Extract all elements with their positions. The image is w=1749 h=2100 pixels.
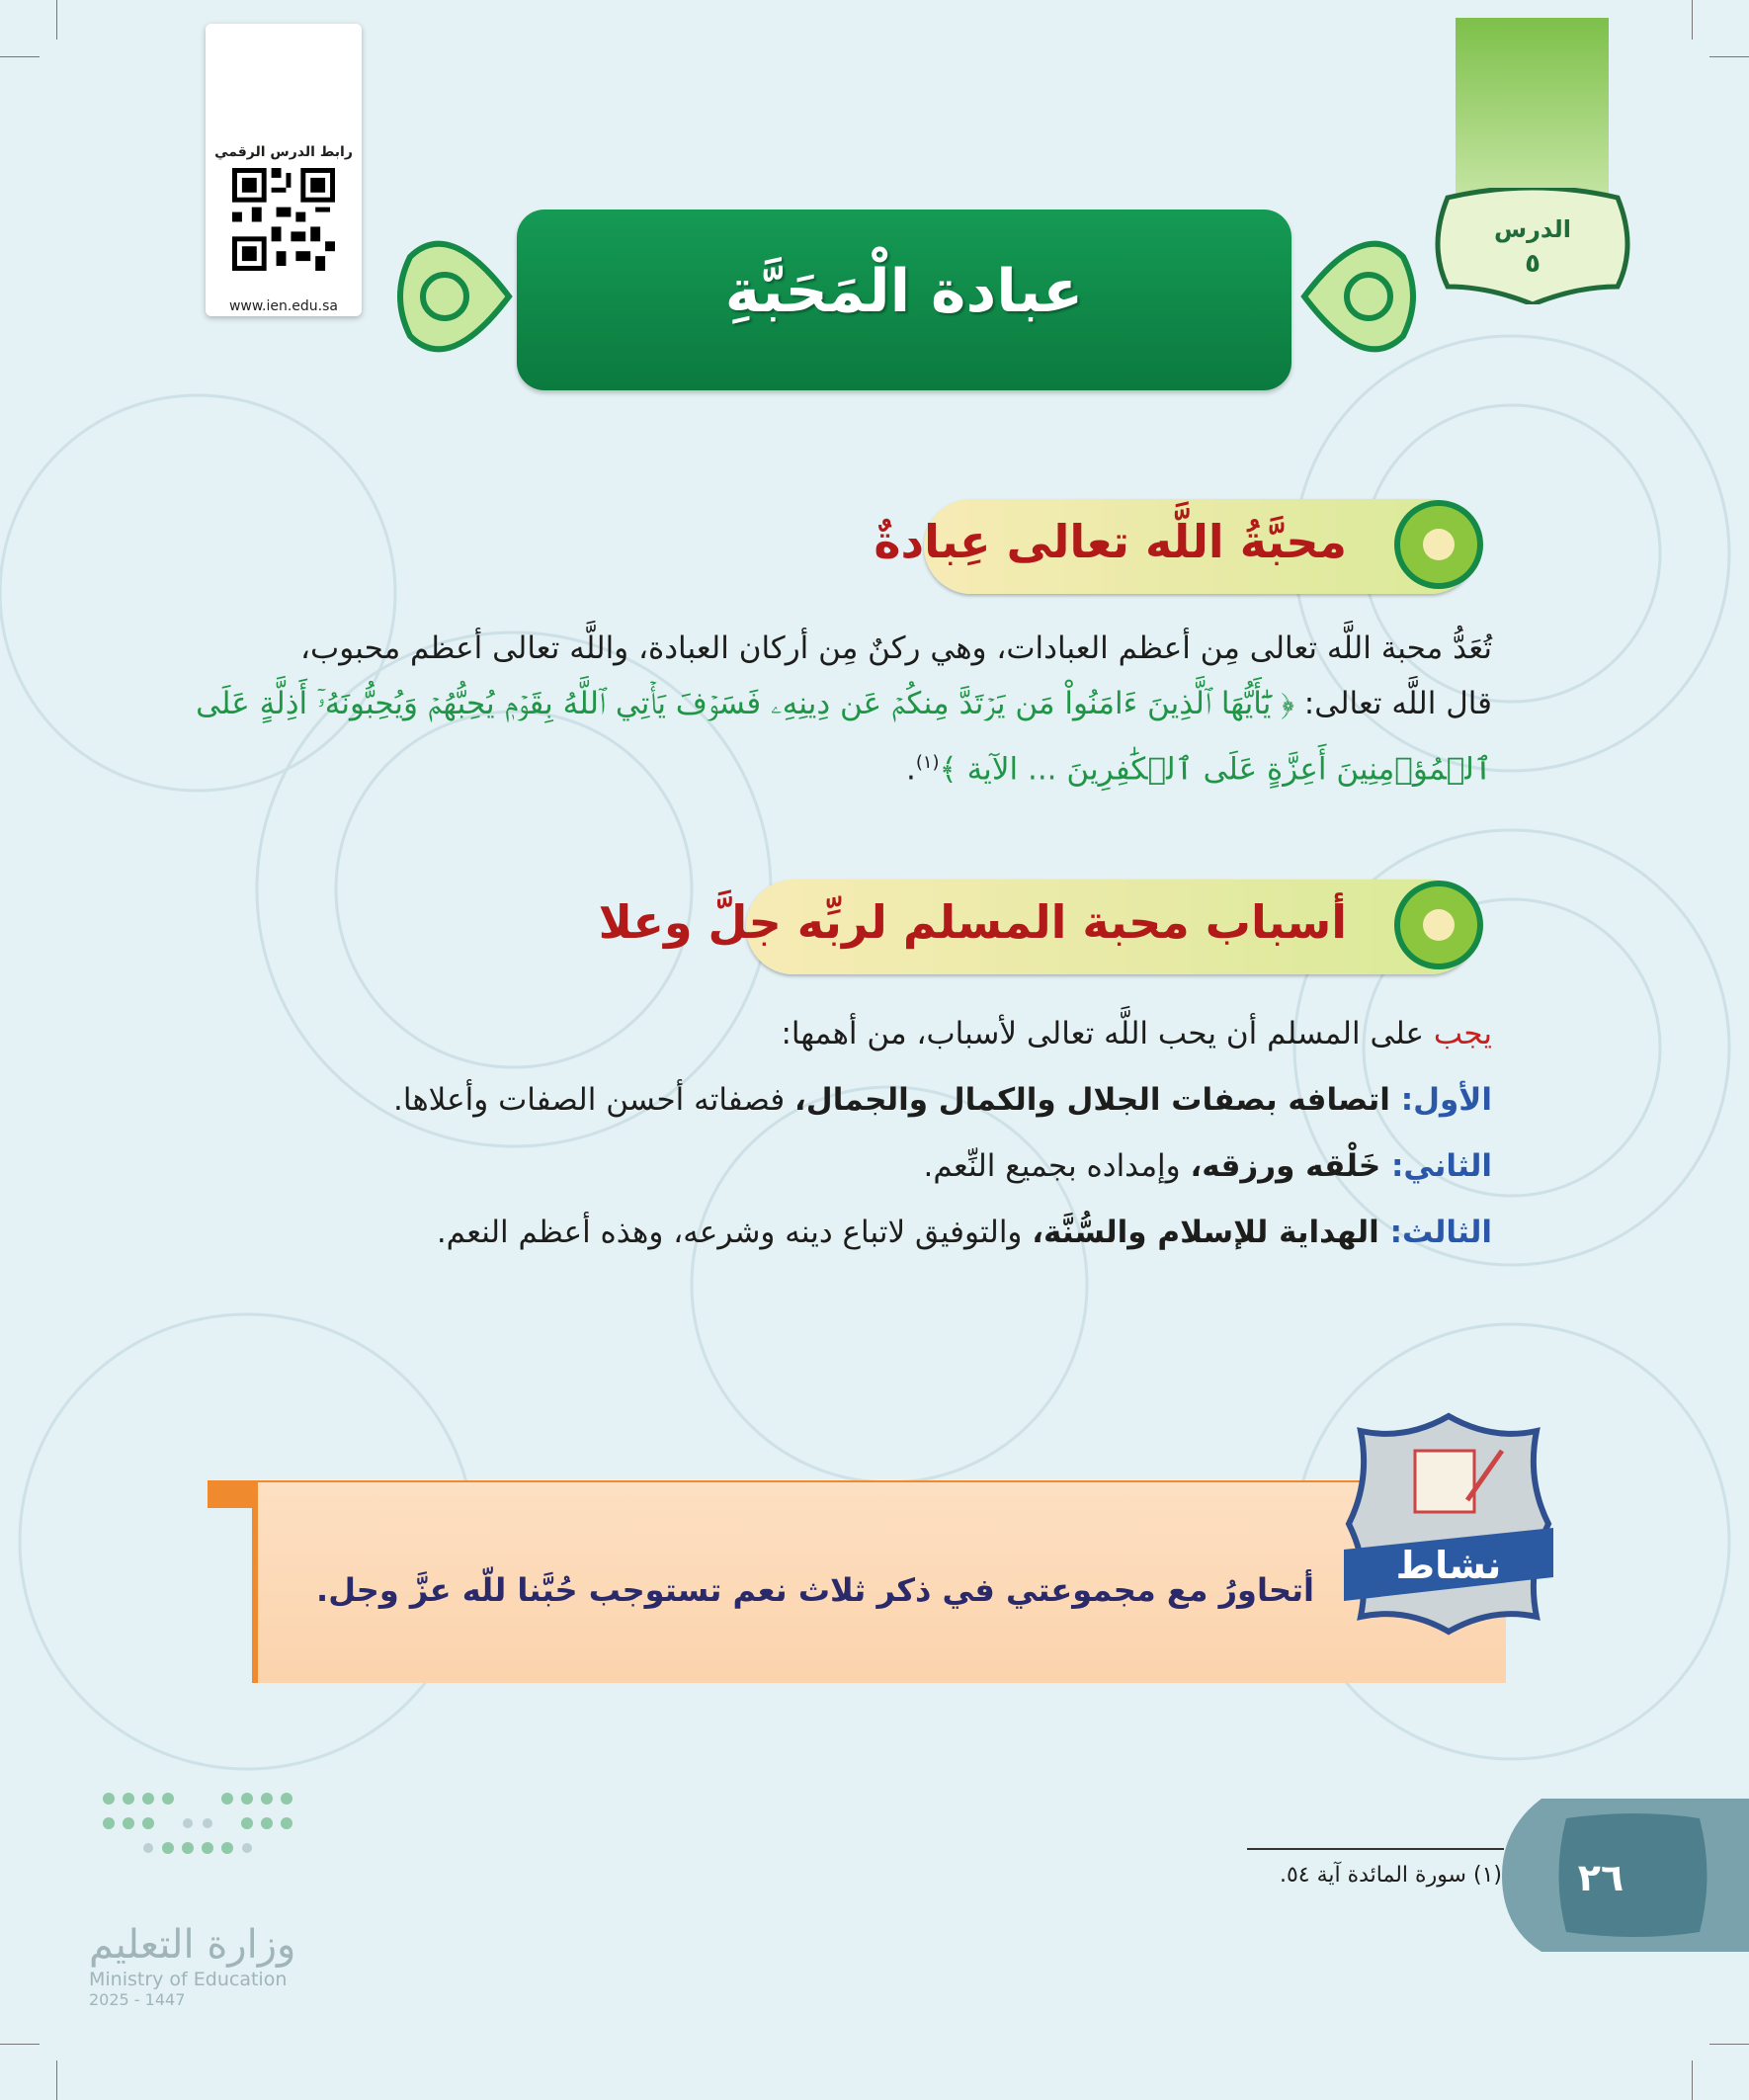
lesson-tab	[1456, 18, 1609, 206]
footnote-ref[interactable]: (١)	[915, 752, 940, 773]
intro-keyword: يجب	[1433, 1016, 1492, 1051]
line-end: .	[905, 751, 916, 788]
left-ornament-icon	[390, 198, 529, 395]
crop-mark	[0, 56, 40, 57]
reason-bold: خَلْقه ورزقه،	[1190, 1148, 1392, 1184]
ministry-year: 2025 - 1447	[89, 1990, 186, 2009]
reason-item	[208, 1138, 1492, 1194]
section2-intro	[208, 1006, 1492, 1061]
section1-line2	[196, 676, 1492, 731]
intro-text: على المسلم أن يحب اللَّه تعالى لأسباب، من أهمها:	[781, 1016, 1434, 1051]
quran-verse: ﴿ يَٰٓأَيُّهَا ٱلَّذِينَ ءَامَنُواْ مَن يَرۡتَدَّ مِنكُمۡ عَن دِينِهِۦ فَسَوۡفَ يَأۡتِي ٱللَّهُ بِقَوۡمٖ يُحِبُّهُمۡ وَيُحِبُّونَهُۥٓ أَذِلَّةٍ عَلَى	[196, 686, 1294, 721]
reason-rest: فصفاته أحسن الصفات وأعلاها.	[393, 1082, 795, 1118]
activity-badge	[1344, 1411, 1553, 1637]
section1-line1	[208, 621, 1492, 676]
crop-mark	[1692, 0, 1693, 40]
heading-flower-icon	[1383, 489, 1494, 600]
crop-mark	[56, 2060, 57, 2100]
quran-verse-cont: ٱلۡمُؤۡمِنِينَ أَعِزَّةٍ عَلَى ٱلۡكَٰفِرِينَ ... الآية ﴾	[939, 751, 1492, 788]
reason-rest: وإمداده بجميع النِّعم.	[923, 1148, 1191, 1184]
ministry-logo	[89, 1779, 306, 2009]
footnote: (١) سورة المائدة آية ٥٤.	[1279, 1863, 1502, 1888]
section-heading-2	[598, 880, 1477, 974]
right-ornament-icon	[1285, 198, 1423, 395]
reason-bold: الهداية للإسلام والسُّنَّة،	[1032, 1215, 1390, 1250]
heading-flower-icon	[1383, 870, 1494, 980]
reason-bold: اتصافه بصفات الجلال والكمال والجمال،	[794, 1082, 1401, 1118]
section1-line3	[208, 735, 1492, 797]
ministry-english: Ministry of Education	[89, 1969, 288, 1990]
reason-item	[208, 1205, 1492, 1260]
crop-mark	[1709, 56, 1749, 57]
quran-intro: قال اللَّه تعالى:	[1293, 686, 1492, 721]
qr-code-icon[interactable]	[232, 168, 335, 271]
reason-lead: الثاني:	[1391, 1148, 1492, 1184]
activity-text: أتحاورُ مع مجموعتي في ذكر ثلاث نعم تستوجب حُبَّنا للّه عزَّ وجل.	[316, 1571, 1314, 1609]
crop-mark	[1709, 2044, 1749, 2045]
ministry-arabic: وزارة التعليم	[89, 1922, 296, 1968]
qr-card[interactable]	[206, 24, 362, 316]
page-number: ٢٦	[1577, 1856, 1624, 1899]
reason-item	[208, 1072, 1492, 1128]
ministry-dots-icon	[89, 1779, 306, 1897]
qr-url[interactable]: www.ien.edu.sa	[228, 298, 339, 314]
qr-caption: رابط الدرس الرقمي	[214, 144, 353, 160]
crop-mark	[1692, 2060, 1693, 2100]
reason-lead: الأول:	[1400, 1082, 1492, 1118]
crop-mark	[56, 0, 57, 40]
section1-line1-text: تُعَدُّ محبة اللَّه تعالى مِن أعظم العبادات، وهي ركنٌ مِن أركان العبادة، واللَّه تعالى أعظم محبوب،	[300, 630, 1492, 666]
lesson-badge-shape	[1428, 188, 1637, 304]
page-title: عبادة الْمَحَبَّةِ	[724, 257, 1084, 326]
activity-badge-icon	[1344, 1411, 1553, 1637]
lesson-number: ٥	[1525, 249, 1541, 279]
lesson-badge	[1428, 188, 1637, 304]
section-heading-text: أسباب محبة المسلم لربِّه جلَّ وعلا	[598, 895, 1347, 949]
footnote-rule	[1247, 1848, 1504, 1850]
activity-badge-label: نشاط	[1395, 1544, 1502, 1587]
lesson-label: الدرس	[1493, 215, 1572, 243]
reason-rest: والتوفيق لاتباع دينه وشرعه، وهذه أعظم النعم.	[436, 1215, 1033, 1250]
crop-mark	[0, 2044, 40, 2045]
reason-lead: الثالث:	[1389, 1215, 1492, 1250]
section-heading-text: محبَّةُ اللَّه تعالى عِبادةٌ	[874, 515, 1347, 568]
title-banner	[517, 210, 1291, 390]
